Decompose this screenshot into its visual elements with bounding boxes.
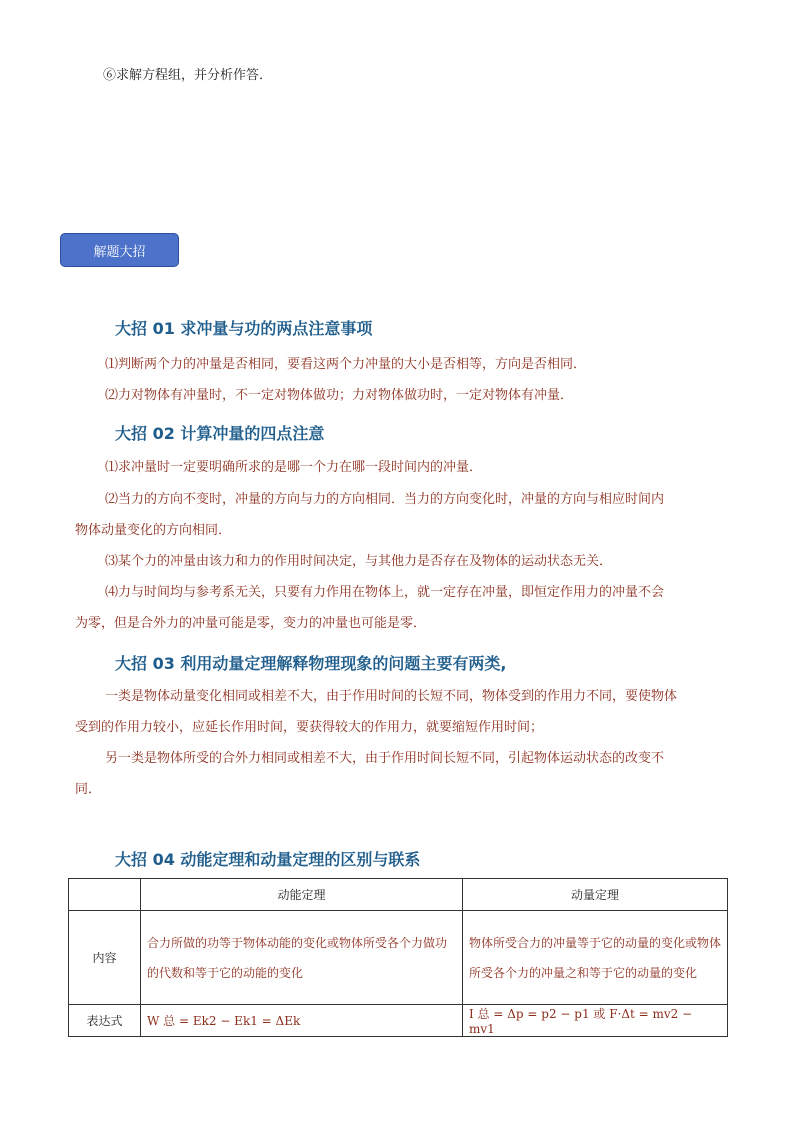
tip-02-line-6: 为零，但是合外力的冲量可能是零，变力的冲量也可能是零． [75, 616, 427, 631]
table-row [69, 911, 728, 1005]
momentum-content-cell: 物体所受合力的冲量等于它的动量的变化或物体所受各个力的冲量之和等于它的动量的变化 [463, 911, 728, 1005]
momentum-expression-cell: I 总 = Δp = p2 − p1 或 F·Δt = mv2 − mv1 [463, 1005, 728, 1037]
tip-01-line-1: ⑴判断两个力的冲量是否相同，要看这两个力冲量的大小是否相等，方向是否相同． [105, 357, 587, 372]
header-kinetic-theorem: 动能定理 [141, 879, 463, 911]
kinetic-expression-cell: W 总 = Ek2 − Ek1 = ΔEk [141, 1005, 463, 1037]
header-momentum-theorem: 动量定理 [463, 879, 728, 911]
step-6-text: ⑥求解方程组，并分析作答． [103, 68, 273, 83]
comparison-table [68, 878, 728, 1037]
tip-02-heading: 大招 02 计算冲量的四点注意 [115, 424, 325, 443]
tip-02-line-3: 物体动量变化的方向相同． [75, 523, 232, 538]
section-badge: 解题大招 [60, 233, 179, 267]
tip-01-line-2: ⑵力对物体有冲量时，不一定对物体做功；力对物体做功时，一定对物体有冲量． [105, 388, 574, 403]
tip-03-line-4: 同． [75, 782, 102, 797]
tip-03-line-1: 一类是物体动量变化相同或相差不大，由于作用时间的长短不同，物体受到的作用力不同，要使物体 [105, 689, 678, 704]
row-label-expression: 表达式 [69, 1005, 141, 1037]
row-label-content: 内容 [69, 911, 141, 1005]
table-corner-cell [69, 879, 141, 911]
tip-02-line-5: ⑷力与时间均与参考系无关，只要有力作用在物体上，就一定存在冲量，即恒定作用力的冲量不会 [105, 585, 665, 600]
tip-04-heading: 大招 04 动能定理和动量定理的区别与联系 [115, 850, 421, 869]
tip-03-line-2: 受到的作用力较小，应延长作用时间，要获得较大的作用力，就要缩短作用时间； [75, 720, 544, 735]
table-row [69, 1005, 728, 1037]
tip-03-line-3: 另一类是物体所受的合外力相同或相差不大，由于作用时间长短不同，引起物体运动状态的改变不 [105, 751, 665, 766]
tip-02-line-4: ⑶某个力的冲量由该力和力的作用时间决定，与其他力是否存在及物体的运动状态无关． [105, 554, 613, 569]
tip-03-heading: 大招 03 利用动量定理解释物理现象的问题主要有两类, [115, 654, 507, 673]
tip-02-line-2: ⑵当力的方向不变时，冲量的方向与力的方向相同．当力的方向变化时，冲量的方向与相应时间内 [105, 492, 665, 507]
kinetic-content-cell: 合力所做的功等于物体动能的变化或物体所受各个力做功的代数和等于它的动能的变化 [141, 911, 463, 1005]
tip-01-heading: 大招 01 求冲量与功的两点注意事项 [115, 319, 373, 338]
tip-02-line-1: ⑴求冲量时一定要明确所求的是哪一个力在哪一段时间内的冲量． [105, 460, 483, 475]
table-header-row [69, 879, 728, 911]
